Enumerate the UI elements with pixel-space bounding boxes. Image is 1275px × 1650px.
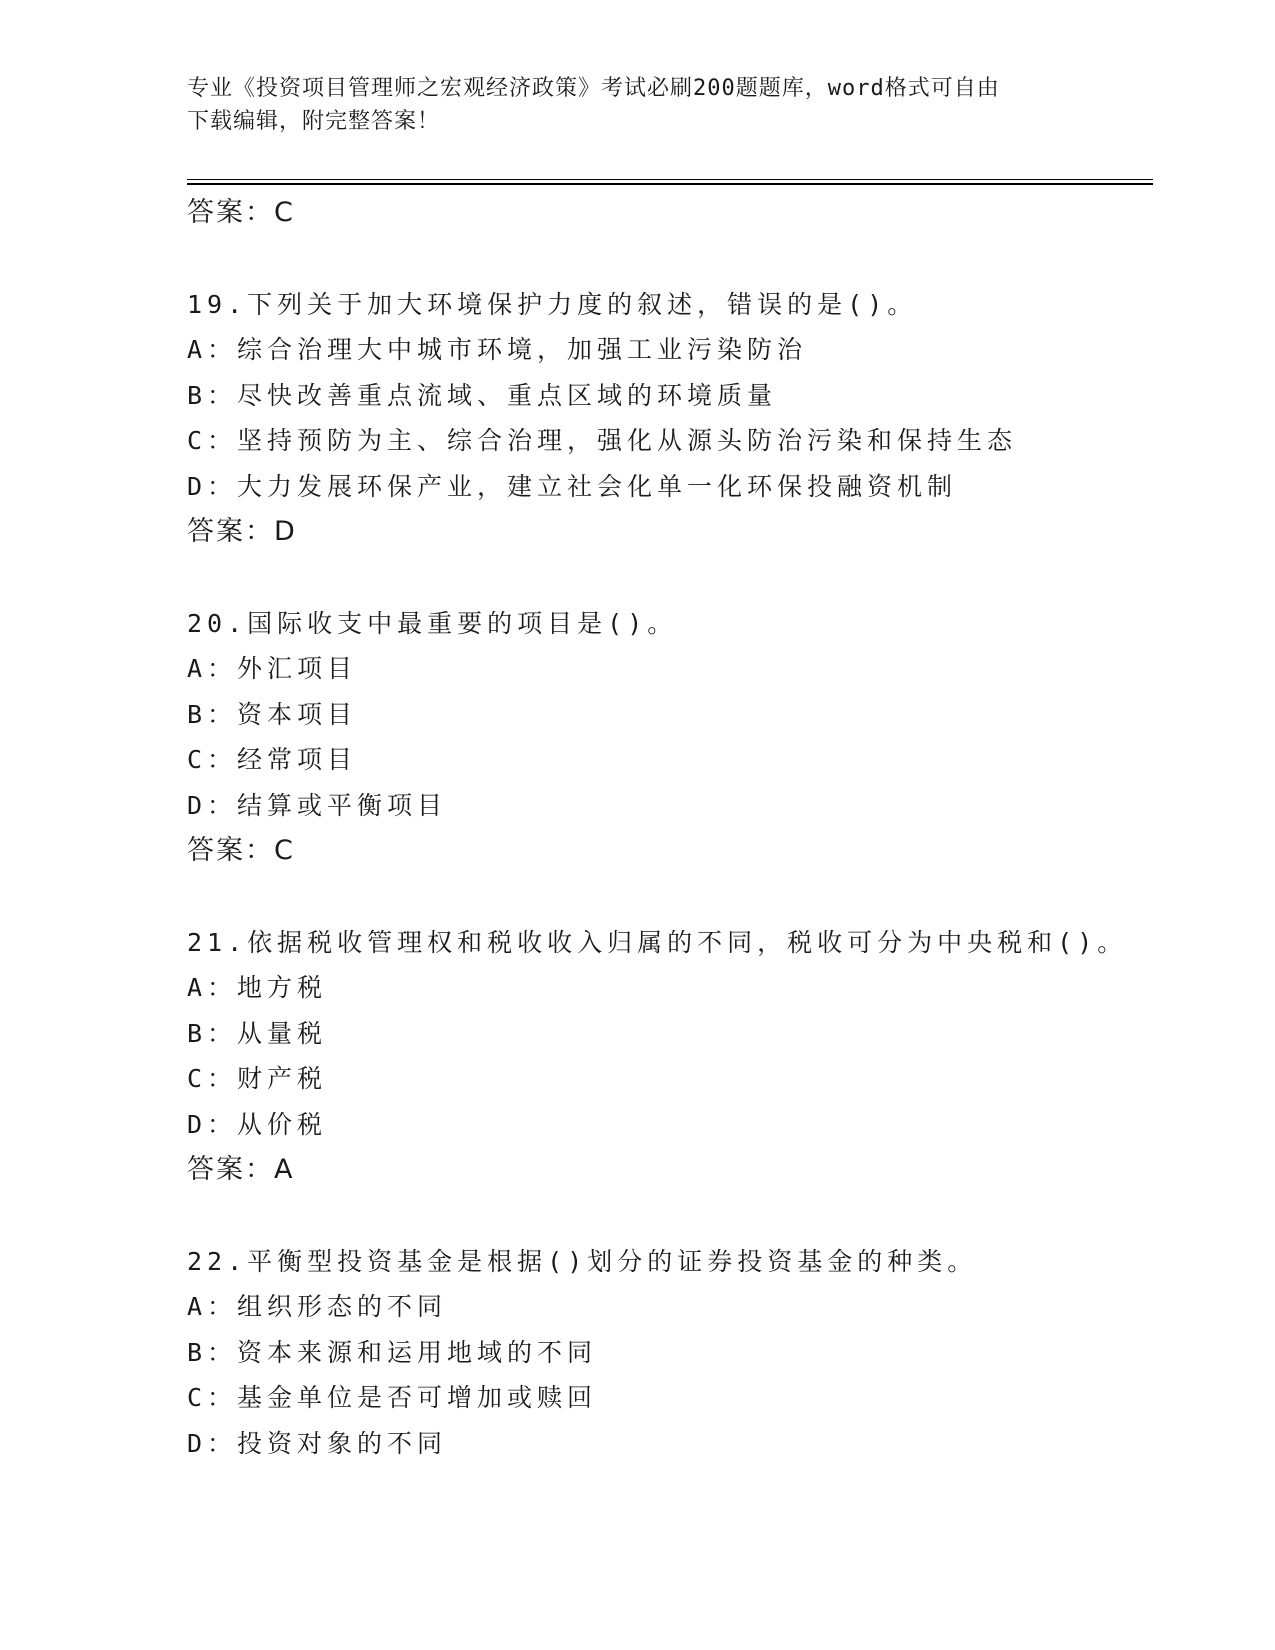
option-d: D：大力发展环保产业，建立社会化单一化环保投融资机制 bbox=[187, 471, 958, 501]
question-20 bbox=[187, 601, 1153, 874]
question-19 bbox=[187, 282, 1153, 555]
document-header bbox=[187, 72, 1087, 138]
option-d: D：结算或平衡项目 bbox=[187, 790, 448, 820]
answer-line: 答案：C bbox=[187, 197, 295, 228]
header-divider-thick bbox=[187, 183, 1153, 185]
option-a: A：组织形态的不同 bbox=[187, 1292, 448, 1321]
question-stem: 20.国际收支中最重要的项目是()。 bbox=[187, 608, 678, 638]
answer-line: 答案：A bbox=[187, 1154, 295, 1185]
option-b: B：尽快改善重点流域、重点区域的环境质量 bbox=[187, 380, 778, 410]
question-stem: 21.依据税收管理权和税收收入归属的不同，税收可分为中央税和()。 bbox=[187, 927, 1128, 957]
option-b: B：资本项目 bbox=[187, 699, 358, 729]
header-line-2: 下载编辑，附完整答案！ bbox=[187, 109, 441, 134]
question-22 bbox=[187, 1239, 1153, 1467]
option-d: D：投资对象的不同 bbox=[187, 1428, 448, 1458]
spacer bbox=[187, 1193, 1153, 1239]
option-c: C：财产税 bbox=[187, 1064, 328, 1093]
option-b: B：资本来源和运用地域的不同 bbox=[187, 1337, 598, 1367]
question-list bbox=[187, 190, 1153, 1466]
header-divider-thin bbox=[187, 179, 1153, 180]
spacer bbox=[187, 555, 1153, 601]
answer-line: 答案：D bbox=[187, 516, 297, 547]
question-stem: 19.下列关于加大环境保护力度的叙述，错误的是()。 bbox=[187, 289, 918, 319]
option-c: C：基金单位是否可增加或赎回 bbox=[187, 1383, 598, 1412]
option-b: B：从量税 bbox=[187, 1018, 328, 1048]
answer-line: 答案：C bbox=[187, 835, 295, 866]
option-a: A：外汇项目 bbox=[187, 654, 358, 683]
option-a: A：地方税 bbox=[187, 973, 328, 1002]
header-line-1: 专业《投资项目管理师之宏观经济政策》考试必刷200题题库，word格式可自由 bbox=[187, 76, 1000, 101]
question-21 bbox=[187, 920, 1153, 1193]
option-d: D：从价税 bbox=[187, 1109, 328, 1139]
spacer bbox=[187, 874, 1153, 920]
option-c: C：经常项目 bbox=[187, 745, 358, 774]
option-c: C：坚持预防为主、综合治理，强化从源头防治污染和保持生态 bbox=[187, 426, 1018, 455]
spacer bbox=[187, 236, 1153, 282]
option-a: A：综合治理大中城市环境，加强工业污染防治 bbox=[187, 335, 808, 364]
question-stem: 22.平衡型投资基金是根据()划分的证券投资基金的种类。 bbox=[187, 1246, 978, 1276]
